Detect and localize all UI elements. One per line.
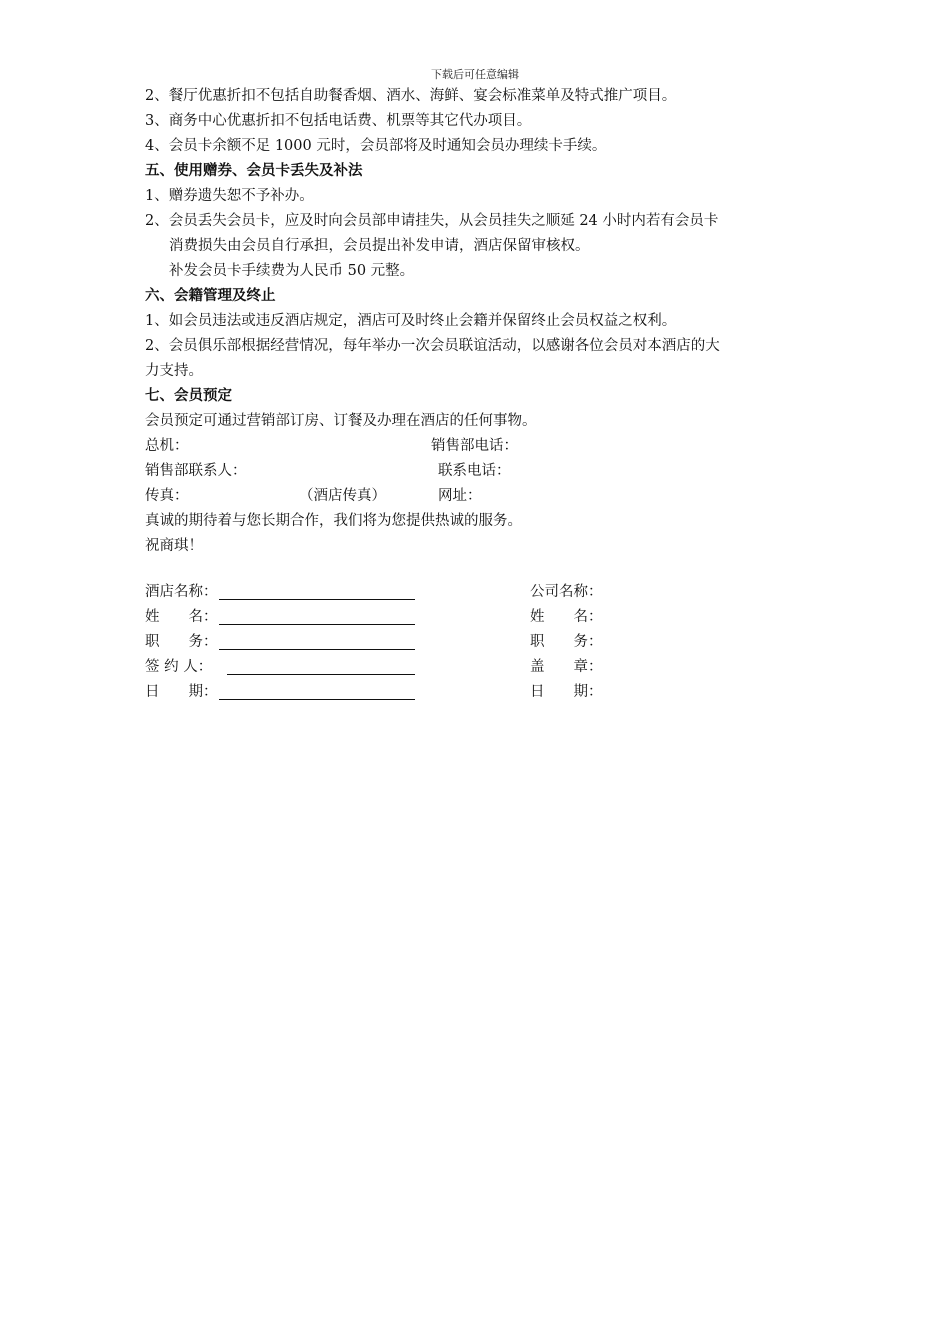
sales-contact-label: 销售部联系人： <box>145 463 247 479</box>
company-position-label: 职 务： <box>530 634 603 650</box>
clause-4-card-balance: 4、会员卡余额不足 1000 元时，会员部将及时通知会员办理续卡手续。 <box>145 138 607 154</box>
hotel-fax-note: （酒店传真） <box>299 488 386 504</box>
section-5-heading: 五、使用赠券、会员卡丢失及补法 <box>145 163 363 179</box>
clause-5-2-line-1: 2、会员丢失会员卡，应及时向会员部申请挂失，从会员挂失之顺延 24 小时内若有会员卡 <box>145 213 719 229</box>
contact-row-3 <box>145 484 815 509</box>
contact-row-2 <box>145 459 815 484</box>
fax-label: 传真： <box>145 488 189 504</box>
company-date-label: 日 期： <box>530 684 603 700</box>
hotel-name-label: 酒店名称： <box>145 584 218 600</box>
company-seal-label: 盖 章： <box>530 659 603 675</box>
clause-7-1: 会员预定可通过营销部订房、订餐及办理在酒店的任何事物。 <box>145 413 537 429</box>
signature-row <box>145 630 825 655</box>
signature-row <box>145 580 825 605</box>
hotel-position-line[interactable] <box>219 649 415 650</box>
signature-row <box>145 680 825 705</box>
document-body <box>145 84 815 559</box>
signature-row <box>145 655 825 680</box>
clause-5-1: 1、赠券遗失恕不予补办。 <box>145 188 314 204</box>
clause-6-2-line-1: 2、会员俱乐部根据经营情况，每年举办一次会员联谊活动，以感谢各位会员对本酒店的大 <box>145 338 720 354</box>
clause-2-restaurant: 2、餐厅优惠折扣不包括自助餐香烟、酒水、海鲜、宴会标准菜单及特式推广项目。 <box>145 88 677 104</box>
switchboard-label: 总机： <box>145 438 189 454</box>
regards-line: 祝商琪！ <box>145 538 203 554</box>
hotel-person-name-label: 姓 名： <box>145 609 218 625</box>
signature-block <box>145 580 825 705</box>
clause-3-business-center: 3、商务中心优惠折扣不包括电话费、机票等其它代办项目。 <box>145 113 532 129</box>
closing-line: 真诚的期待着与您长期合作，我们将为您提供热诚的服务。 <box>145 513 522 529</box>
website-label: 网址： <box>438 488 482 504</box>
contact-row-1 <box>145 434 815 459</box>
hotel-position-label: 职 务： <box>145 634 218 650</box>
section-6-heading: 六、会籍管理及终止 <box>145 288 276 304</box>
sales-phone-label: 销售部电话： <box>431 438 518 454</box>
hotel-name-line[interactable] <box>219 599 415 600</box>
clause-6-2-line-2: 力支持。 <box>145 363 203 379</box>
company-person-name-label: 姓 名： <box>530 609 603 625</box>
hotel-date-line[interactable] <box>219 699 415 700</box>
header-note: 下载后可任意编辑 <box>431 68 519 81</box>
clause-5-2-line-3: 补发会员卡手续费为人民币 50 元整。 <box>169 263 415 279</box>
signatory-label: 签 约 人： <box>145 659 213 675</box>
signatory-line[interactable] <box>227 674 415 675</box>
section-7-heading: 七、会员预定 <box>145 388 232 404</box>
company-name-label: 公司名称： <box>530 584 603 600</box>
clause-6-1: 1、如会员违法或违反酒店规定，酒店可及时终止会籍并保留终止会员权益之权利。 <box>145 313 677 329</box>
hotel-date-label: 日 期： <box>145 684 218 700</box>
contact-phone-label: 联系电话： <box>438 463 511 479</box>
hotel-person-name-line[interactable] <box>219 624 415 625</box>
signature-row <box>145 605 825 630</box>
clause-5-2-line-2: 消费损失由会员自行承担，会员提出补发申请，酒店保留审核权。 <box>169 238 590 254</box>
